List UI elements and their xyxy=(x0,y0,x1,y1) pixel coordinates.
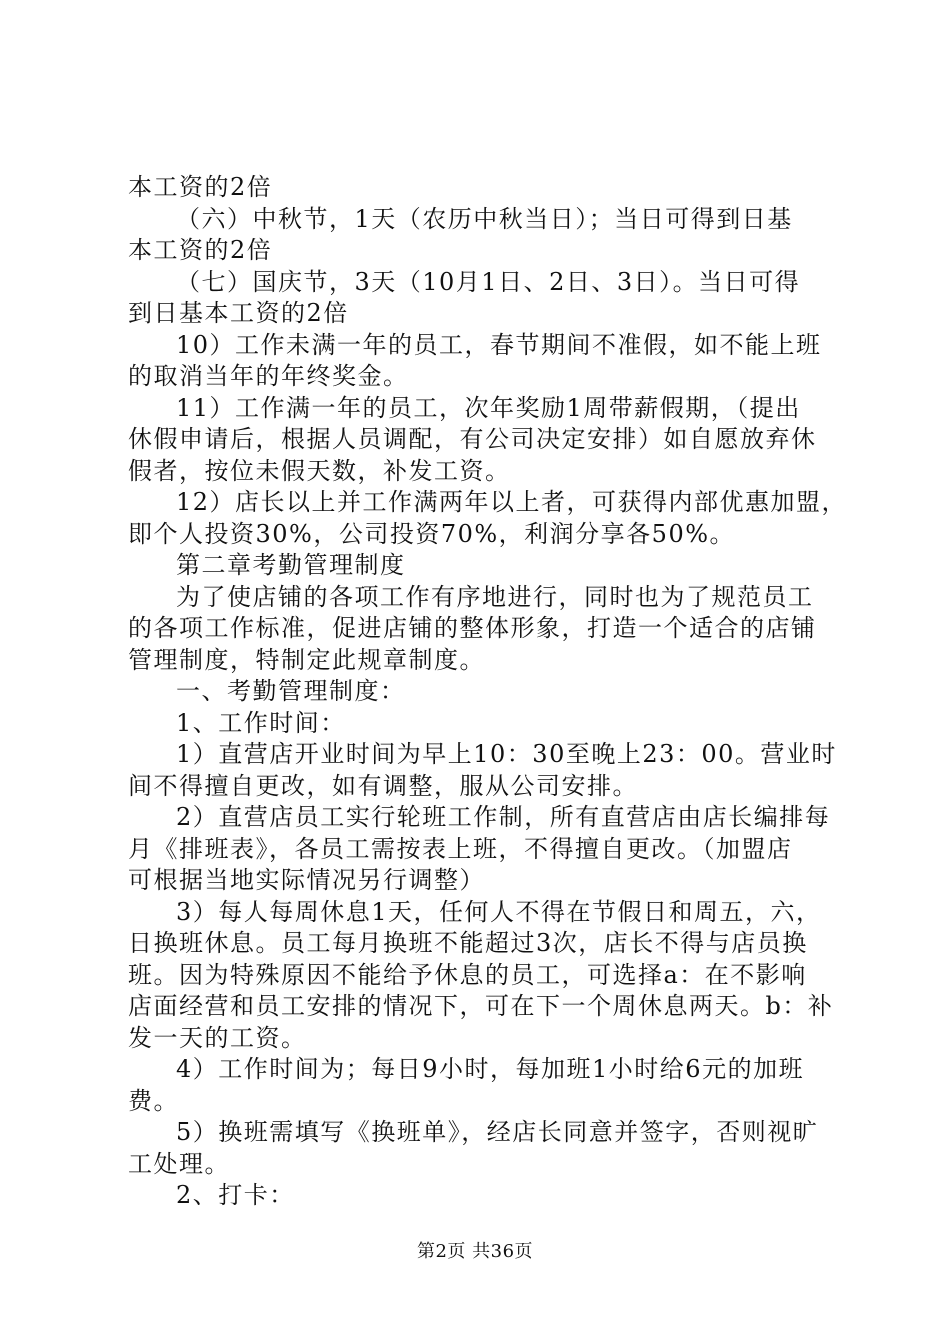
text-line: 发一天的工资。 xyxy=(128,1023,307,1052)
text-line: 到日基本工资的2倍 xyxy=(128,299,349,327)
text-line: 3）每人每周休息1天，任何人不得在节假日和周五，六， xyxy=(176,897,822,926)
text-line: 5）换班需填写《换班单》，经店长同意并签字，否则视旷 xyxy=(176,1118,819,1146)
text-line: 月《排班表》，各员工需按表上班，不得擅自更改。（加盟店 xyxy=(128,834,793,863)
text-line: 可根据当地实际情况另行调整） xyxy=(128,866,485,894)
text-line: 本工资的2倍 xyxy=(128,173,273,201)
text-line: 日换班休息。员工每月换班不能超过3次，店长不得与店员换 xyxy=(128,929,808,957)
text-line: 管理制度，特制定此规章制度。 xyxy=(128,645,485,674)
text-line: 本工资的2倍 xyxy=(128,236,273,264)
text-line: 为了使店铺的各项工作有序地进行，同时也为了规范员工 xyxy=(176,582,814,611)
text-line: （七）国庆节，3天（10月1日、2日、3日）。当日可得 xyxy=(176,267,801,296)
text-line: 11）工作满一年的员工，次年奖励1周带薪假期，（提出 xyxy=(176,393,801,422)
text-line: 一、考勤管理制度： xyxy=(176,677,406,705)
text-line: 4）工作时间为；每日9小时，每加班1小时给6元的加班 xyxy=(176,1055,805,1083)
text-line: 即个人投资30%，公司投资70%，利润分享各50%。 xyxy=(128,519,736,548)
text-line: 间不得擅自更改，如有调整，服从公司安排。 xyxy=(128,771,638,800)
text-line: 工处理。 xyxy=(128,1149,230,1178)
text-line: 休假申请后，根据人员调配，有公司决定安排）如自愿放弃休 xyxy=(128,425,817,453)
text-line: 假者，按位未假天数，补发工资。 xyxy=(128,456,511,485)
text-line: 的各项工作标准，促进店铺的整体形象，打造一个适合的店铺 xyxy=(128,614,817,642)
text-line: 2、打卡： xyxy=(176,1181,295,1209)
text-line: 店面经营和员工安排的情况下，可在下一个周休息两天。b：补 xyxy=(128,992,834,1020)
document-body xyxy=(128,172,848,1212)
text-line: 2）直营店员工实行轮班工作制，所有直营店由店长编排每 xyxy=(176,803,831,831)
text-line: 的取消当年的年终奖金。 xyxy=(128,362,409,390)
text-line: 1、工作时间： xyxy=(176,708,346,737)
text-line: 第二章考勤管理制度 xyxy=(176,551,406,579)
text-line: 费。 xyxy=(128,1086,179,1115)
text-line: （六）中秋节，1天（农历中秋当日）；当日可得到日基 xyxy=(176,204,793,233)
text-line: 10）工作未满一年的员工，春节期间不准假，如不能上班 xyxy=(176,330,822,359)
text-line: 班。因为特殊原因不能给予休息的员工，可选择a：在不影响 xyxy=(128,960,807,989)
text-line: 1）直营店开业时间为早上10：30至晚上23：00。营业时 xyxy=(176,740,837,768)
text-line: 12）店长以上并工作满两年以上者，可获得内部优惠加盟， xyxy=(176,488,848,516)
page-footer: 第2页 共36页 xyxy=(416,1241,534,1262)
